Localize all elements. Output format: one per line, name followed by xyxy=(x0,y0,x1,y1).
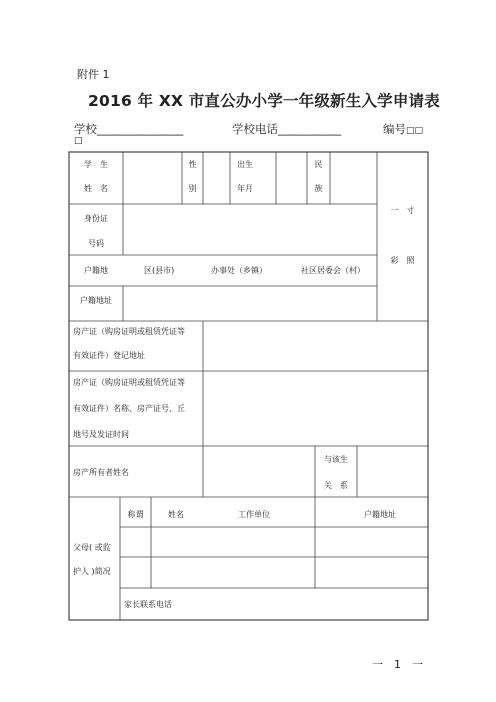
col-title-header: 称谓 xyxy=(127,510,144,519)
id-label-2: 号码 xyxy=(88,239,104,248)
form-title: 2016 年 XX 市直公办小学一年级新生入学申请表 xyxy=(88,92,440,110)
property-reg-label-1: 房产证（购房证明或租赁凭证等 xyxy=(73,327,185,336)
gender-input[interactable] xyxy=(204,153,229,203)
property-reg-address-input[interactable] xyxy=(204,322,427,371)
owner-name-label: 房产所有者姓名 xyxy=(73,468,129,477)
guardian-label-2: 护人 )简况 xyxy=(73,567,111,576)
student-name-input[interactable] xyxy=(124,153,181,203)
parent-2-name-work-input[interactable] xyxy=(152,558,314,588)
school-phone-label: 学校电话 xyxy=(232,122,278,136)
relation-label-2: 关 系 xyxy=(324,481,348,490)
id-number-input[interactable] xyxy=(124,205,376,255)
parent-2-title-input[interactable] xyxy=(121,558,150,588)
property-name-label-3: 地号及发证时间 xyxy=(73,430,129,439)
owner-name-input[interactable] xyxy=(204,447,314,497)
student-name-label-2: 姓 名 xyxy=(84,184,108,193)
student-name-label-1: 学 生 xyxy=(84,160,108,169)
relation-label-1: 与该生 xyxy=(324,455,348,464)
parent-1-address-input[interactable] xyxy=(316,528,427,557)
ethnicity-input[interactable] xyxy=(331,153,376,203)
col-name-header: 姓名 xyxy=(168,510,184,519)
attachment-label: 附件 1 xyxy=(77,68,110,81)
community-label: 社区居委会（村） xyxy=(301,266,365,275)
office-label: 办事处（乡镇） xyxy=(211,266,267,275)
gender-label-1: 性 xyxy=(188,160,197,169)
col-work-header: 工作单位 xyxy=(238,510,270,519)
serial-boxes[interactable]: □□ xyxy=(406,126,424,136)
district-label: 区(县市) xyxy=(144,266,175,275)
hukou-label: 户籍地 xyxy=(84,266,108,275)
ethnicity-label-1: 民 xyxy=(314,160,323,169)
contact-phone-input[interactable] xyxy=(200,589,427,620)
parent-1-name-work-input[interactable] xyxy=(152,528,314,557)
contact-phone-label: 家长联系电话 xyxy=(124,600,172,609)
gender-label-2: 别 xyxy=(188,184,197,193)
birth-input[interactable] xyxy=(277,153,306,203)
guardian-label-1: 父母( 或监 xyxy=(73,543,111,552)
serial-label: 编号 xyxy=(383,122,406,136)
school-label: 学校 xyxy=(74,122,97,136)
birth-label-2: 年月 xyxy=(237,184,253,193)
photo-label-2: 彩 照 xyxy=(390,256,415,265)
parent-1-title-input[interactable] xyxy=(121,528,150,557)
school-blank[interactable]: _______________ xyxy=(97,122,184,136)
stray-box: □ xyxy=(74,136,83,146)
hukou-address-label: 户籍地址 xyxy=(80,296,112,305)
parent-2-address-input[interactable] xyxy=(316,558,427,588)
ethnicity-label-2: 族 xyxy=(314,184,323,193)
school-phone-blank[interactable]: ___________ xyxy=(278,122,342,136)
property-name-label-2: 有效证件）名称、房产证号、丘 xyxy=(73,404,185,413)
property-reg-label-2: 有效证件）登记地址 xyxy=(73,351,145,360)
hukou-address-input[interactable] xyxy=(124,287,376,321)
birth-label-1: 出生 xyxy=(237,160,253,169)
page-number: 一 1 一 xyxy=(372,658,423,671)
property-cert-input[interactable] xyxy=(204,372,427,446)
id-label-1: 身份证 xyxy=(84,214,108,223)
property-name-label-1: 房产证（购房证明或租赁凭证等 xyxy=(73,378,185,387)
col-address-header: 户籍地址 xyxy=(364,510,396,519)
photo-label-1: 一 寸 xyxy=(390,206,415,215)
relation-input[interactable] xyxy=(358,447,427,497)
